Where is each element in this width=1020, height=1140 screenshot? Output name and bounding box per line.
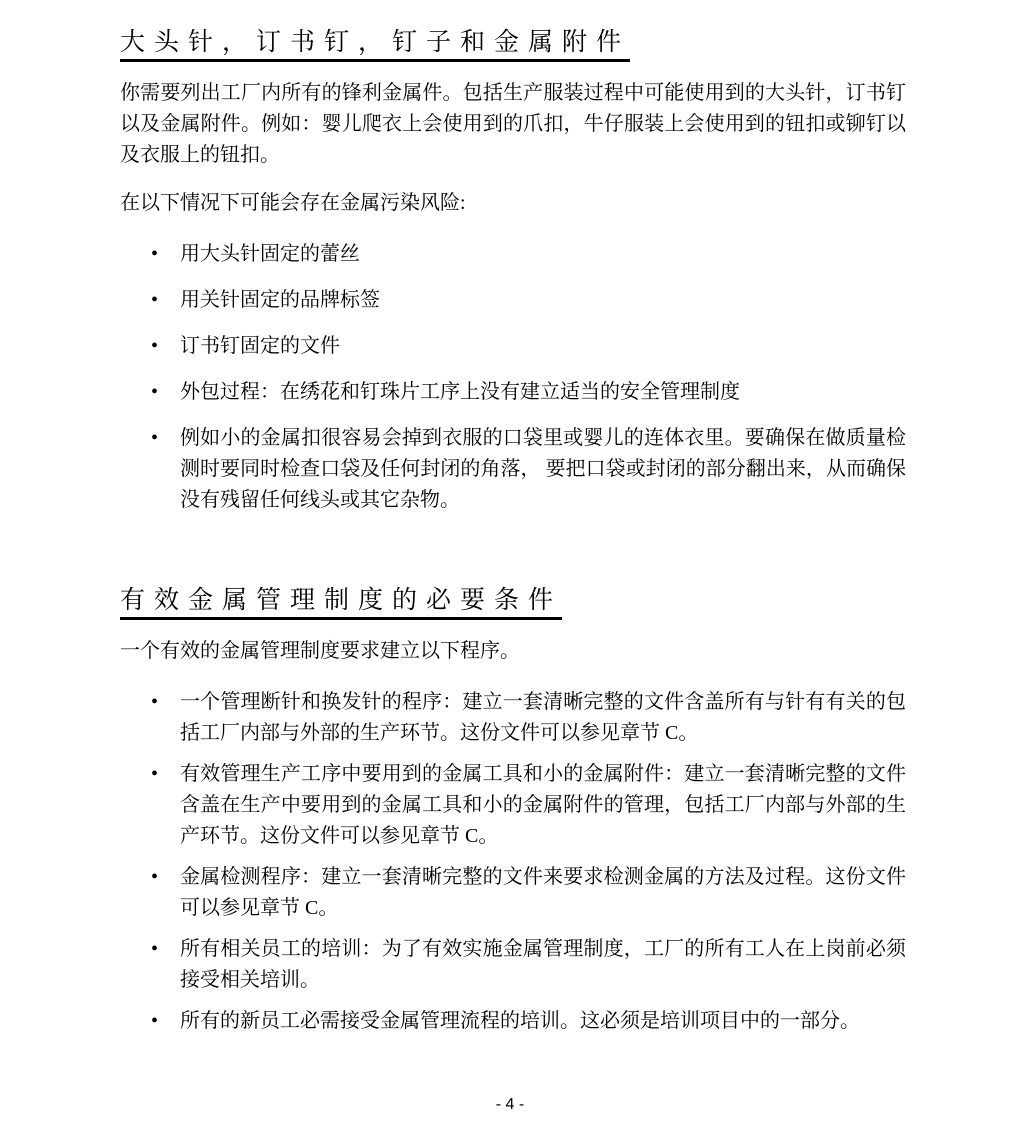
procedures-bullet-list xyxy=(120,687,906,1037)
section-heading-requirements-text: 有效金属管理制度的必要条件 xyxy=(120,588,562,620)
list-item xyxy=(120,239,906,270)
list-item xyxy=(120,423,906,516)
list-item-text: 外包过程：在绣花和钉珠片工序上没有建立适当的安全管理制度 xyxy=(180,381,740,403)
list-item xyxy=(120,862,906,924)
list-item xyxy=(120,285,906,316)
bullet-icon: • xyxy=(151,1010,159,1032)
list-item-text: 用大头针固定的蕾丝 xyxy=(180,243,360,265)
bullet-icon: • xyxy=(151,289,159,311)
list-item-text: 一个管理断针和换发针的程序：建立一套清晰完整的文件含盖所有与针有有关的包括工厂内部与外部的生产环节。这份文件可以参见章节 C。 xyxy=(180,691,906,744)
section-heading-pins xyxy=(120,30,906,62)
list-item-text: 用关针固定的品牌标签 xyxy=(180,289,380,311)
bullet-icon: • xyxy=(151,427,159,449)
bullet-icon: • xyxy=(151,938,159,960)
list-item-text: 金属检测程序：建立一套清晰完整的文件来要求检测金属的方法及过程。这份文件可以参见章节 C。 xyxy=(180,866,906,919)
bullet-icon: • xyxy=(151,763,159,785)
page-content xyxy=(120,30,906,1047)
list-item xyxy=(120,331,906,362)
paragraph-procedures-lead: 一个有效的金属管理制度要求建立以下程序。 xyxy=(120,640,520,662)
page-number: - 4 - xyxy=(495,1096,525,1113)
section-metal-management-requirements xyxy=(120,588,906,1037)
section-pins-staples-nails xyxy=(120,30,906,516)
list-item xyxy=(120,934,906,996)
list-item xyxy=(120,377,906,408)
bullet-icon: • xyxy=(151,866,159,888)
list-item-text: 有效管理生产工序中要用到的金属工具和小的金属附件：建立一套清晰完整的文件含盖在生产中要用到的金属工具和小的金属附件的管理，包括工厂内部与外部的生产环节。这份文件可以参见章节 C。 xyxy=(180,763,906,847)
bullet-icon: • xyxy=(151,381,159,403)
list-item xyxy=(120,687,906,749)
list-item-text: 例如小的金属扣很容易会掉到衣服的口袋里或婴儿的连体衣里。要确保在做质量检测时要同时检查口袋及任何封闭的角落， 要把口袋或封闭的部分翻出来，从而确保没有残留任何线头或其它杂物。 xyxy=(180,427,906,511)
risk-bullet-list xyxy=(120,239,906,516)
bullet-icon: • xyxy=(151,243,159,265)
list-item xyxy=(120,759,906,852)
bullet-icon: • xyxy=(151,335,159,357)
section-heading-pins-text: 大头针，订书钉，钉子和金属附件 xyxy=(120,30,630,62)
paragraph-contamination-risk-lead: 在以下情况下可能会存在金属污染风险: xyxy=(120,192,466,214)
paragraph-sharp-metal-intro: 你需要列出工厂内所有的锋利金属件。包括生产服装过程中可能使用到的大头针，订书钉以及金属附件。例如：婴儿爬衣上会使用到的爪扣，牛仔服装上会使用到的钮扣或铆钉以及衣服上的钮扣。 xyxy=(120,82,906,166)
list-item-text: 订书钉固定的文件 xyxy=(180,335,340,357)
list-item-text: 所有的新员工必需接受金属管理流程的培训。这必须是培训项目中的一部分。 xyxy=(180,1010,860,1032)
section-heading-requirements xyxy=(120,588,906,620)
bullet-icon: • xyxy=(151,691,159,713)
list-item-text: 所有相关员工的培训：为了有效实施金属管理制度，工厂的所有工人在上岗前必须接受相关培训。 xyxy=(180,938,906,991)
list-item xyxy=(120,1006,906,1037)
